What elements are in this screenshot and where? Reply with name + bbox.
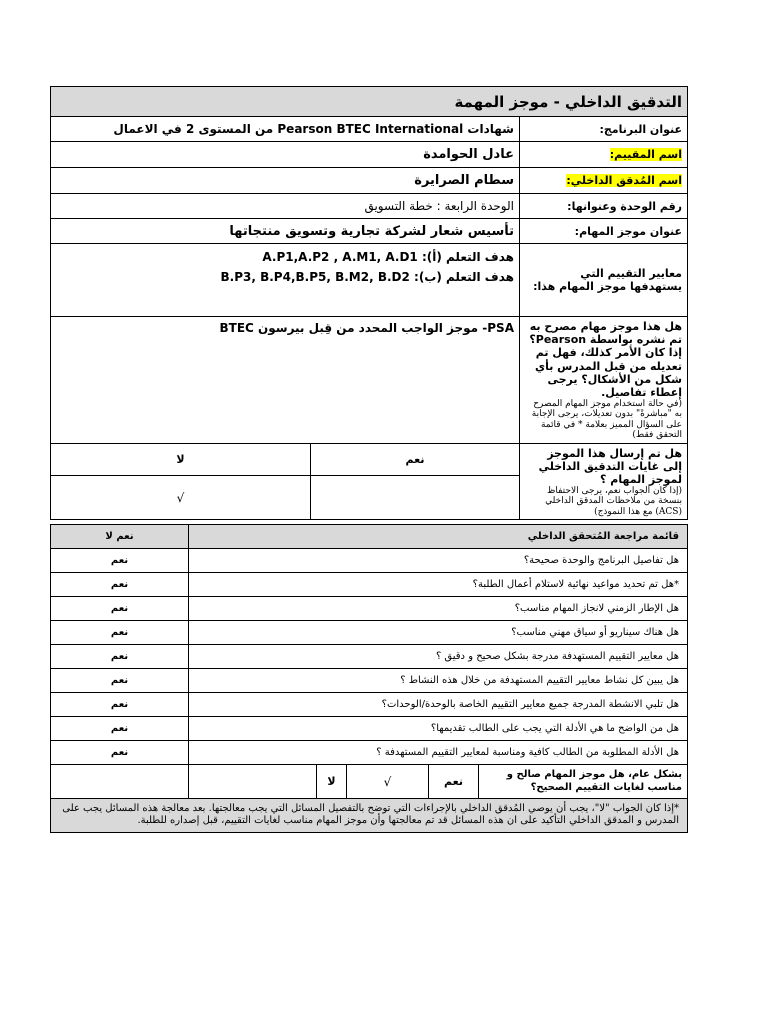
authorized-label-cell: [520, 317, 688, 444]
checklist-answer: نعم: [51, 645, 189, 669]
checklist-answer: نعم: [51, 717, 189, 741]
iv-form: [50, 86, 687, 833]
checklist-question: هل الأدلة المطلوبة من الطالب كافية ومناسبة لمعايير التقييم المستهدفة ؟: [189, 741, 688, 765]
unit-label: رقم الوحدة وعنوانها:: [520, 194, 688, 219]
criteria-line-2: هدف التعلم (ب): B.P3, B.P4,B.P5, B.M2, B.D2: [220, 270, 514, 284]
criteria-line-1: هدف التعلم (أ): A.P1,A.P2 , A.M1, A.D1: [262, 250, 514, 264]
overall-label: بشكل عام، هل موجز المهام صالح و مناسب لغايات التقييم الصحيح؟: [479, 765, 688, 799]
program-label: عنوان البرنامج:: [520, 117, 688, 142]
unit-value: الوحدة الرابعة : خطة التسويق: [51, 194, 520, 219]
checklist-question: هل الإطار الزمني لانجاز المهام مناسب؟: [189, 597, 688, 621]
sent-label-cell: [520, 443, 688, 520]
checklist-answer: نعم: [51, 693, 189, 717]
checklist-question: *هل تم تحديد مواعيد نهائية لاستلام أعمال الطلبة؟: [189, 573, 688, 597]
sent-label: هل تم إرسال هذا الموجز إلى غايات التدقيق الداخلي لموجز المهام ؟: [538, 446, 682, 486]
verifier-label-cell: [520, 168, 688, 194]
assessor-label: اسم المقييم:: [609, 148, 682, 161]
iv-checklist: [50, 524, 688, 765]
overall-no-cell: [189, 765, 317, 799]
form-title: التدقيق الداخلي - موجز المهمة: [51, 87, 688, 117]
verifier-value: سطام الصرايرة: [51, 168, 520, 194]
checklist-header: قائمة مراجعة المُتحقق الداخلي: [189, 525, 688, 549]
overall-yes-label: نعم: [429, 765, 479, 799]
checklist-question: هل تفاصيل البرنامج والوحدة صحيحة؟: [189, 549, 688, 573]
criteria-label: معايير التقييم التي يستهدفها موجز المهام هذا:: [520, 244, 688, 317]
assessor-label-cell: [520, 142, 688, 168]
checklist-question: هل يبين كل نشاط معايير التقييم المستهدفة من خلال هذه النشاط ؟: [189, 669, 688, 693]
program-value: شهادات Pearson BTEC International من المستوى 2 في الاعمال: [51, 117, 520, 142]
sent-no-cell: √: [51, 476, 311, 520]
sent-yes-header: نعم: [311, 443, 520, 476]
authorized-note: (في حالة استخدام موجز المهام المصرح به "مباشرةً" بدون تعديلات، يرجى الإجابة على السؤال المميز بعلامة * في قائمة التحقق فقط): [531, 399, 682, 441]
overall-table: [50, 764, 688, 833]
checklist-question: هل تلبي الانشطة المدرجة جميع معايير التقييم الخاصة بالوحدة/الوحدات؟: [189, 693, 688, 717]
task-value: تأسيس شعار لشركة تجارية وتسويق منتجاتها: [51, 219, 520, 244]
checklist-answer: نعم: [51, 597, 189, 621]
verifier-label: اسم المُدقق الداخلي:: [566, 174, 682, 187]
checklist-answer: نعم: [51, 669, 189, 693]
checklist-answer: نعم: [51, 549, 189, 573]
sent-yes-cell: [311, 476, 520, 520]
authorized-label: هل هذا موجز مهام مصرح به تم نشره بواسطة Pearson؟ إذا كان الأمر كذلك، فهل تم تعديله من قبل المدرس بأي شكل من الأشكال؟ يرجى إعطاء تفاصيل.: [529, 320, 682, 399]
authorized-value: PSA- موجز الواجب المحدد من قِبل بيرسون BTEC: [51, 317, 520, 444]
checklist-answer: نعم: [51, 573, 189, 597]
overall-yes-cell: √: [347, 765, 429, 799]
checklist-header-answer: نعم لا: [51, 525, 189, 549]
checklist-question: هل هناك سيناريو أو سياق مهني مناسب؟: [189, 621, 688, 645]
sent-note: (إذا كان الجواب نعم، يرجى الاحتفاظ بنسخة من ملاحظات المدقق الداخلي (ACS) مع هذا النموذج): [545, 486, 682, 517]
checklist-answer: نعم: [51, 741, 189, 765]
criteria-value: [51, 244, 520, 317]
sent-no-header: لا: [51, 443, 311, 476]
checklist-answer: نعم: [51, 621, 189, 645]
checklist-question: هل من الواضح ما هي الأدلة التي يجب على الطالب تقديمها؟: [189, 717, 688, 741]
overall-empty-cell: [51, 765, 189, 799]
footnote: *إذا كان الجواب "لا"، يجب أن يوصي المُدقق الداخلي بالإجراءات التي توضح بالتفصيل المسائل التي يجب معالجتها. بعد معالجة هذه المسائل يجب على المدرس و المدقق الداخلي التأكيد على ان هذه المسائل قد تم معالجتها وأن موجز المهام مناسب لغايات التقييم، قبل إصداره للطلبة.: [51, 799, 688, 833]
task-label: عنوان موجز المهام:: [520, 219, 688, 244]
brief-details-table: [50, 86, 688, 444]
checklist-question: هل معايير التقييم المستهدفة مدرجة بشكل صحيح و دقيق ؟: [189, 645, 688, 669]
overall-no-label: لا: [317, 765, 347, 799]
assessor-value: عادل الحوامدة: [51, 142, 520, 168]
sent-to-iv-table: [50, 443, 688, 521]
